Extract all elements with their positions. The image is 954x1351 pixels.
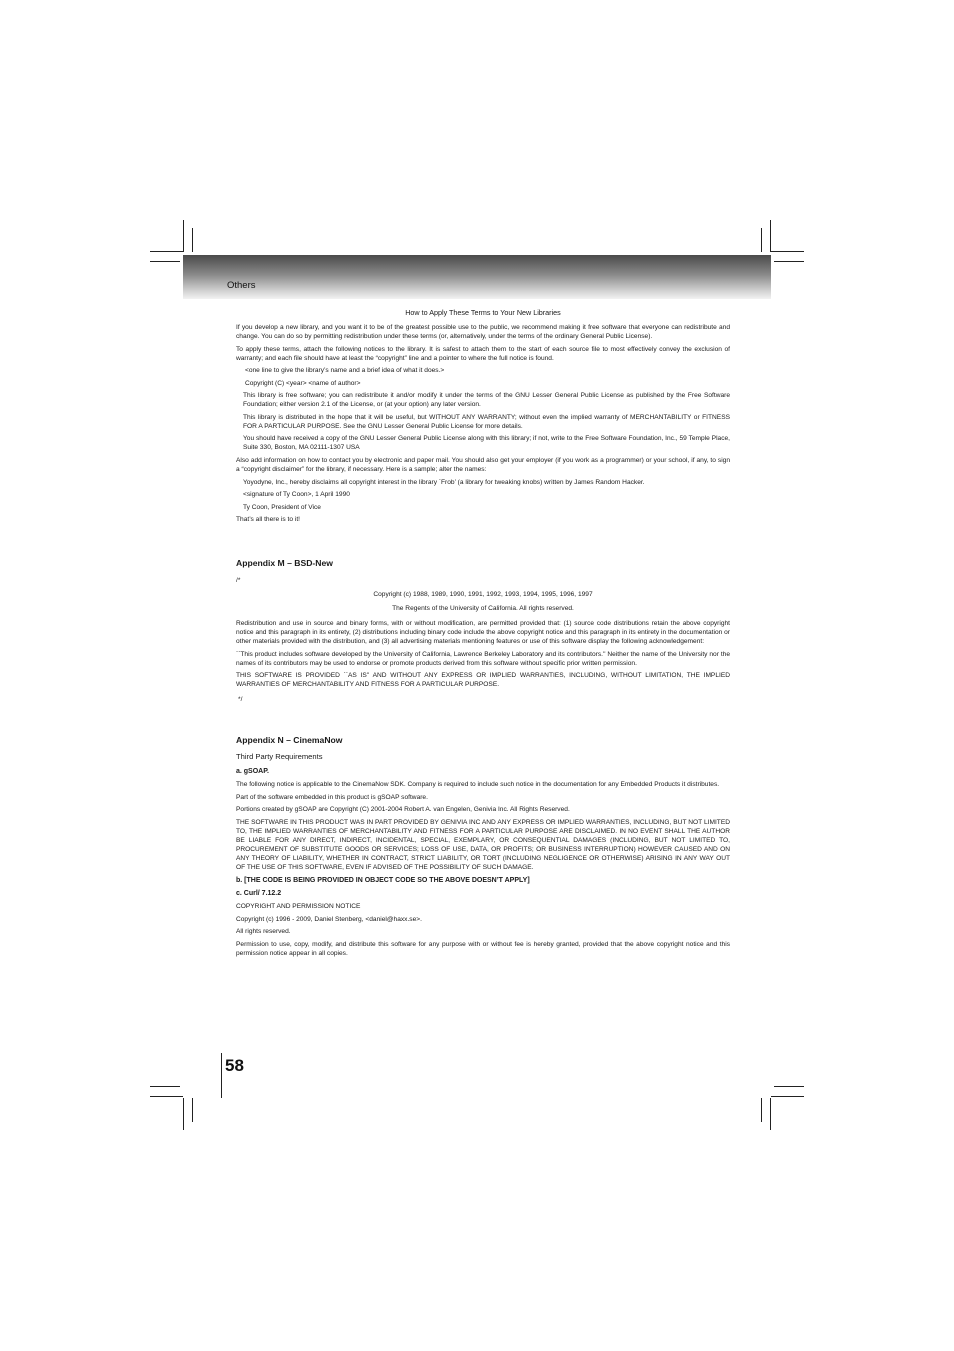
- header-band: [183, 255, 771, 299]
- paragraph: <signature of Ty Coon>, 1 April 1990: [243, 491, 350, 499]
- page-number-rule: [221, 1053, 222, 1098]
- appendix-n-heading: Appendix N – CinemaNow: [236, 734, 343, 745]
- paragraph: The following notice is applicable to the CinemaNow SDK. Company is required to include such notice in the documentation for any Embedded Products it distributes.: [236, 781, 720, 789]
- crop-mark: [771, 251, 804, 252]
- paragraph: THIS SOFTWARE IS PROVIDED ``AS IS'' AND WITHOUT ANY EXPRESS OR IMPLIED WARRANTIES, INCLUDING, WITHOUT LIMITATION, THE IMPLIED WARRANTIES OF MERCHANTABILITY AND FITNESS FOR A PARTICULAR PURPOSE.: [236, 672, 730, 689]
- paragraph: Part of the software embedded in this product is gSOAP software.: [236, 793, 428, 801]
- page-number: 58: [225, 1056, 244, 1075]
- section-label: Others: [227, 280, 256, 291]
- subheading: Third Party Requirements: [236, 751, 323, 761]
- crop-mark: [774, 261, 804, 262]
- object-code-heading: b. [THE CODE IS BEING PROVIDED IN OBJECT CODE SO THE ABOVE DOESN’T APPLY]: [236, 877, 530, 885]
- paragraph: That’s all there is to it!: [236, 515, 301, 523]
- comment-close: */: [238, 696, 243, 704]
- crop-mark: [183, 220, 184, 252]
- crop-mark: [770, 220, 771, 252]
- paragraph: Ty Coon, President of Vice: [243, 503, 321, 511]
- page-content: [236, 308, 730, 961]
- paragraph: If you develop a new library, and you want it to be of the greatest possible use to the public, we recommend making it free software that everyone can redistribute and change. You can do so by permitting redistribution under these terms (or, alternatively, under the terms of the ordinary General Public License).: [236, 324, 730, 341]
- paragraph: <one line to give the library’s name and a brief idea of what it does.>: [245, 367, 445, 375]
- crop-mark: [150, 1096, 183, 1097]
- crop-mark: [771, 1096, 804, 1097]
- lgpl-title: How to Apply These Terms to Your New Libraries: [405, 308, 561, 317]
- crop-mark: [183, 1098, 184, 1130]
- appendix-m-heading: Appendix M – BSD-New: [236, 558, 333, 569]
- paragraph: ``This product includes software developed by the University of California, Lawrence Berkeley Laboratory and its contributors.'' Neither the name of the University nor the names of its contributors may be used to endorse or promote products derived from this software without specific prior written permission.: [236, 650, 730, 667]
- paragraph: THE SOFTWARE IN THIS PRODUCT WAS IN PART PROVIDED BY GENIVIA INC AND ANY EXPRESS OR IMPLIED WARRANTIES, INCLUDING, BUT NOT LIMITED TO, THE IMPLIED WARRANTIES OF MERCHANTABILITY AND FITNESS FOR A PARTICULAR PURPOSE ARE DISCLAIMED. IN NO EVENT SHALL THE AUTHOR BE LIABLE FOR ANY DIRECT, INDIRECT, INCIDENTAL, SPECIAL, EXEMPLARY, OR CONSEQUENTIAL DAMAGES (INCLUDING, BUT NOT LIMITED TO, PROCUREMENT OF SUBSTITUTE GOODS OR SERVICES; LOSS OF USE, DATA, OR PROFITS; OR BUSINESS INTERRUPTION) HOWEVER CAUSED AND ON ANY THEORY OF LIABILITY, WHETHER IN CONTRACT, STRICT LIABILITY, OR TORT (INCLUDING NEGLIGENCE OR OTHERWISE) ARISING IN ANY WAY OUT OF THE USE OF THIS SOFTWARE, EVEN IF ADVISED OF THE POSSIBILITY OF SUCH DAMAGE.: [236, 818, 730, 871]
- paragraph: This library is free software; you can redistribute it and/or modify it under the terms of the GNU Lesser General Public License as published by the Free Software Foundation; either version 2.1 of the License, or (at your option) any later version.: [243, 392, 730, 409]
- crop-mark: [192, 228, 193, 252]
- crop-mark: [150, 251, 183, 252]
- paragraph: You should have received a copy of the GNU Lesser General Public License along with this library; if not, write to the Free Software Foundation, Inc., 59 Temple Place, Suite 330, Boston, MA 02111-1307 USA: [243, 435, 730, 452]
- crop-mark: [150, 261, 180, 262]
- paragraph: Portions created by gSOAP are Copyright (C) 2001-2004 Robert A. van Engelen, Genivia Inc. All Rights Reserved.: [236, 806, 570, 814]
- paragraph: Also add information on how to contact you by electronic and paper mail. You should also get your employer (if you work as a programmer) or your school, if any, to sign a “copyright disclaimer” for the library, if necessary. Here is a sample; alter the names:: [236, 456, 730, 474]
- curl-heading: c. Curl/ 7.12.2: [236, 890, 282, 898]
- gsoap-heading: a. gSOAP.: [236, 767, 269, 775]
- crop-mark: [761, 228, 762, 252]
- comment-open: /*: [236, 576, 241, 584]
- crop-mark: [761, 1098, 762, 1122]
- bsd-regents: The Regents of the University of California. All rights reserved.: [392, 604, 574, 612]
- bsd-copyright: Copyright (c) 1988, 1989, 1990, 1991, 1992, 1993, 1994, 1995, 1996, 1997: [373, 590, 593, 598]
- paragraph: Redistribution and use in source and binary forms, with or without modification, are permitted provided that: (1) source code distributions retain the above copyright notice and this paragraph in its entirety, (2) distributions including binary code include the above copyright notice and this paragraph in its entirety in the documentation or other materials provided with the distribution, and (3) all advertising materials mentioning features or use of this software display the following acknowledgement:: [236, 619, 730, 646]
- paragraph: Copyright (c) 1996 - 2009, Daniel Stenberg, <daniel@haxx.se>.: [236, 915, 422, 923]
- paragraph: To apply these terms, attach the following notices to the library. It is safest to attach them to the start of each source file to most effectively convey the exclusion of warranty; and each file should have at least the “copyright” line and a pointer to where the full notice is found.: [236, 345, 730, 362]
- paragraph: All rights reserved.: [236, 928, 291, 936]
- crop-mark: [150, 1086, 180, 1087]
- paragraph: Yoyodyne, Inc., hereby disclaims all copyright interest in the library `Frob’ (a library for tweaking knobs) written by James Random Hacker.: [243, 478, 645, 486]
- crop-mark: [774, 1086, 804, 1087]
- crop-mark: [770, 1098, 771, 1130]
- paragraph: Copyright (C) <year> <name of author>: [245, 379, 361, 387]
- crop-mark: [192, 1098, 193, 1122]
- paragraph: COPYRIGHT AND PERMISSION NOTICE: [236, 903, 361, 911]
- paragraph: Permission to use, copy, modify, and distribute this software for any purpose with or without fee is hereby granted, provided that the above copyright notice and this permission notice appear in all copies.: [236, 940, 730, 957]
- paragraph: This library is distributed in the hope that it will be useful, but WITHOUT ANY WARRANTY; without even the implied warranty of MERCHANTABILITY or FITNESS FOR A PARTICULAR PURPOSE. See the GNU Lesser General Public License for more details.: [243, 413, 730, 430]
